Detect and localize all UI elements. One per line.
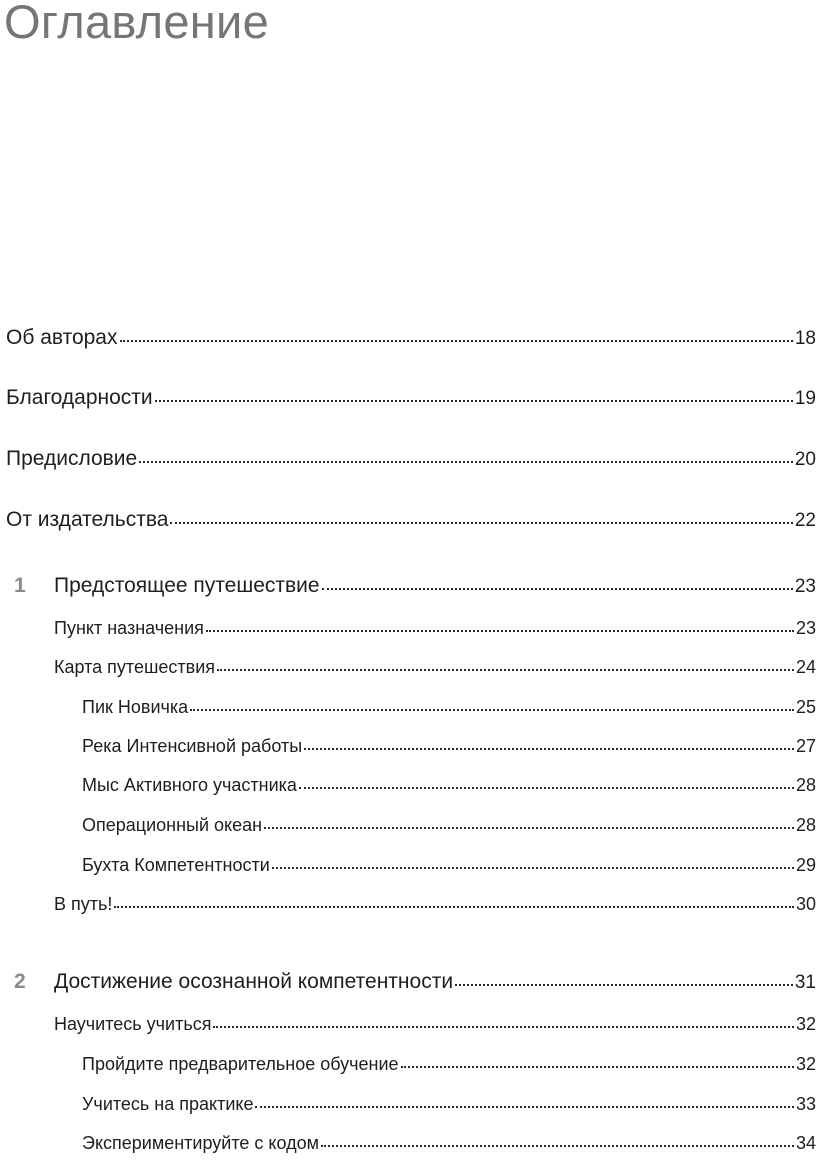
- toc-entry-title: Пункт назначения: [54, 618, 204, 638]
- dot-leader: [213, 1026, 793, 1028]
- dot-leader: [190, 709, 794, 711]
- toc-entry[interactable]: [82, 775, 816, 796]
- toc-entry-title: От издательства: [6, 508, 169, 531]
- dot-leader: [255, 1106, 793, 1108]
- toc-entry-title: Бухта Компетентности: [82, 855, 270, 875]
- toc-page-number: 31: [794, 972, 816, 993]
- dot-leader: [299, 787, 794, 789]
- toc-entry-foreword[interactable]: [6, 447, 816, 471]
- toc-entry-title: Предстоящее путешествие: [54, 574, 320, 597]
- toc-page-number: 23: [795, 618, 816, 638]
- toc-entry[interactable]: [82, 1054, 816, 1075]
- dot-leader: [114, 906, 794, 908]
- toc-entry[interactable]: [82, 1094, 816, 1115]
- toc-entry-title: Учитесь на практике: [82, 1094, 254, 1114]
- toc-entry-title: Пройдите предварительное обучение: [82, 1054, 399, 1074]
- toc-page-number: 34: [795, 1133, 816, 1153]
- toc-entry[interactable]: [54, 657, 816, 678]
- toc-entry[interactable]: [82, 1133, 816, 1154]
- dot-leader: [401, 1066, 794, 1068]
- dot-leader: [455, 984, 793, 986]
- toc-entry[interactable]: [54, 894, 816, 915]
- dot-leader: [264, 827, 794, 829]
- toc-entry-title: Пик Новичка: [82, 697, 189, 717]
- dot-leader: [170, 522, 792, 524]
- toc-entry-title: В путь!: [54, 894, 113, 914]
- toc-entry-title: Благодарности: [6, 386, 153, 409]
- toc-entry[interactable]: [54, 1014, 816, 1035]
- toc-page-number: 23: [794, 576, 816, 597]
- toc-entry[interactable]: [82, 697, 816, 718]
- toc-page-number: 28: [795, 815, 816, 835]
- toc-entry-title: Предисловие: [6, 447, 138, 470]
- toc-page-number: 32: [795, 1054, 816, 1074]
- toc-entry-title: Об авторах: [6, 326, 118, 349]
- toc-page-number: 33: [795, 1094, 816, 1114]
- toc-entry-acknowledgements[interactable]: [6, 386, 816, 410]
- toc-entry-title: Экспериментируйте с кодом: [82, 1133, 319, 1153]
- toc-chapter-1[interactable]: [54, 574, 816, 598]
- dot-leader: [155, 400, 793, 402]
- dot-leader: [272, 867, 794, 869]
- toc-page-number: 30: [795, 894, 816, 914]
- toc-page-number: 32: [795, 1014, 816, 1034]
- dot-leader: [321, 1145, 794, 1147]
- dot-leader: [206, 630, 794, 632]
- chapter-number: 1: [14, 574, 26, 597]
- toc-entry[interactable]: [54, 618, 816, 639]
- toc-page-number: 28: [795, 775, 816, 795]
- dot-leader: [120, 340, 793, 342]
- toc-entry-from-publisher[interactable]: [6, 508, 816, 532]
- toc-page-number: 29: [795, 855, 816, 875]
- toc-entry-title: Река Интенсивной работы: [82, 736, 303, 756]
- toc-page-number: 22: [794, 510, 816, 531]
- toc-entry[interactable]: [82, 815, 816, 836]
- toc-entry[interactable]: [82, 736, 816, 757]
- toc-entry-title: Мыс Активного участника: [82, 775, 297, 795]
- dot-leader: [217, 669, 794, 671]
- toc-entry-title: Операционный океан: [82, 815, 263, 835]
- chapter-number: 2: [14, 970, 26, 993]
- toc-page-number: 25: [795, 697, 816, 717]
- toc-entry-title: Достижение осознанной компетентности: [54, 970, 454, 993]
- dot-leader: [322, 588, 793, 590]
- toc-entry-about-authors[interactable]: [6, 326, 816, 350]
- dot-leader: [304, 748, 794, 750]
- toc-page-number: 19: [794, 388, 816, 409]
- toc-page-number: 24: [795, 657, 816, 677]
- toc-page-number: 18: [794, 328, 816, 349]
- page-title: Оглавление: [4, 0, 270, 48]
- toc-entry-title: Карта путешествия: [54, 657, 216, 677]
- toc-entry[interactable]: [82, 855, 816, 876]
- dot-leader: [139, 461, 793, 463]
- toc-page-number: 20: [794, 449, 816, 470]
- toc-chapter-2[interactable]: [54, 970, 816, 994]
- toc-entry-title: Научитесь учиться: [54, 1014, 212, 1034]
- toc-page-number: 27: [795, 736, 816, 756]
